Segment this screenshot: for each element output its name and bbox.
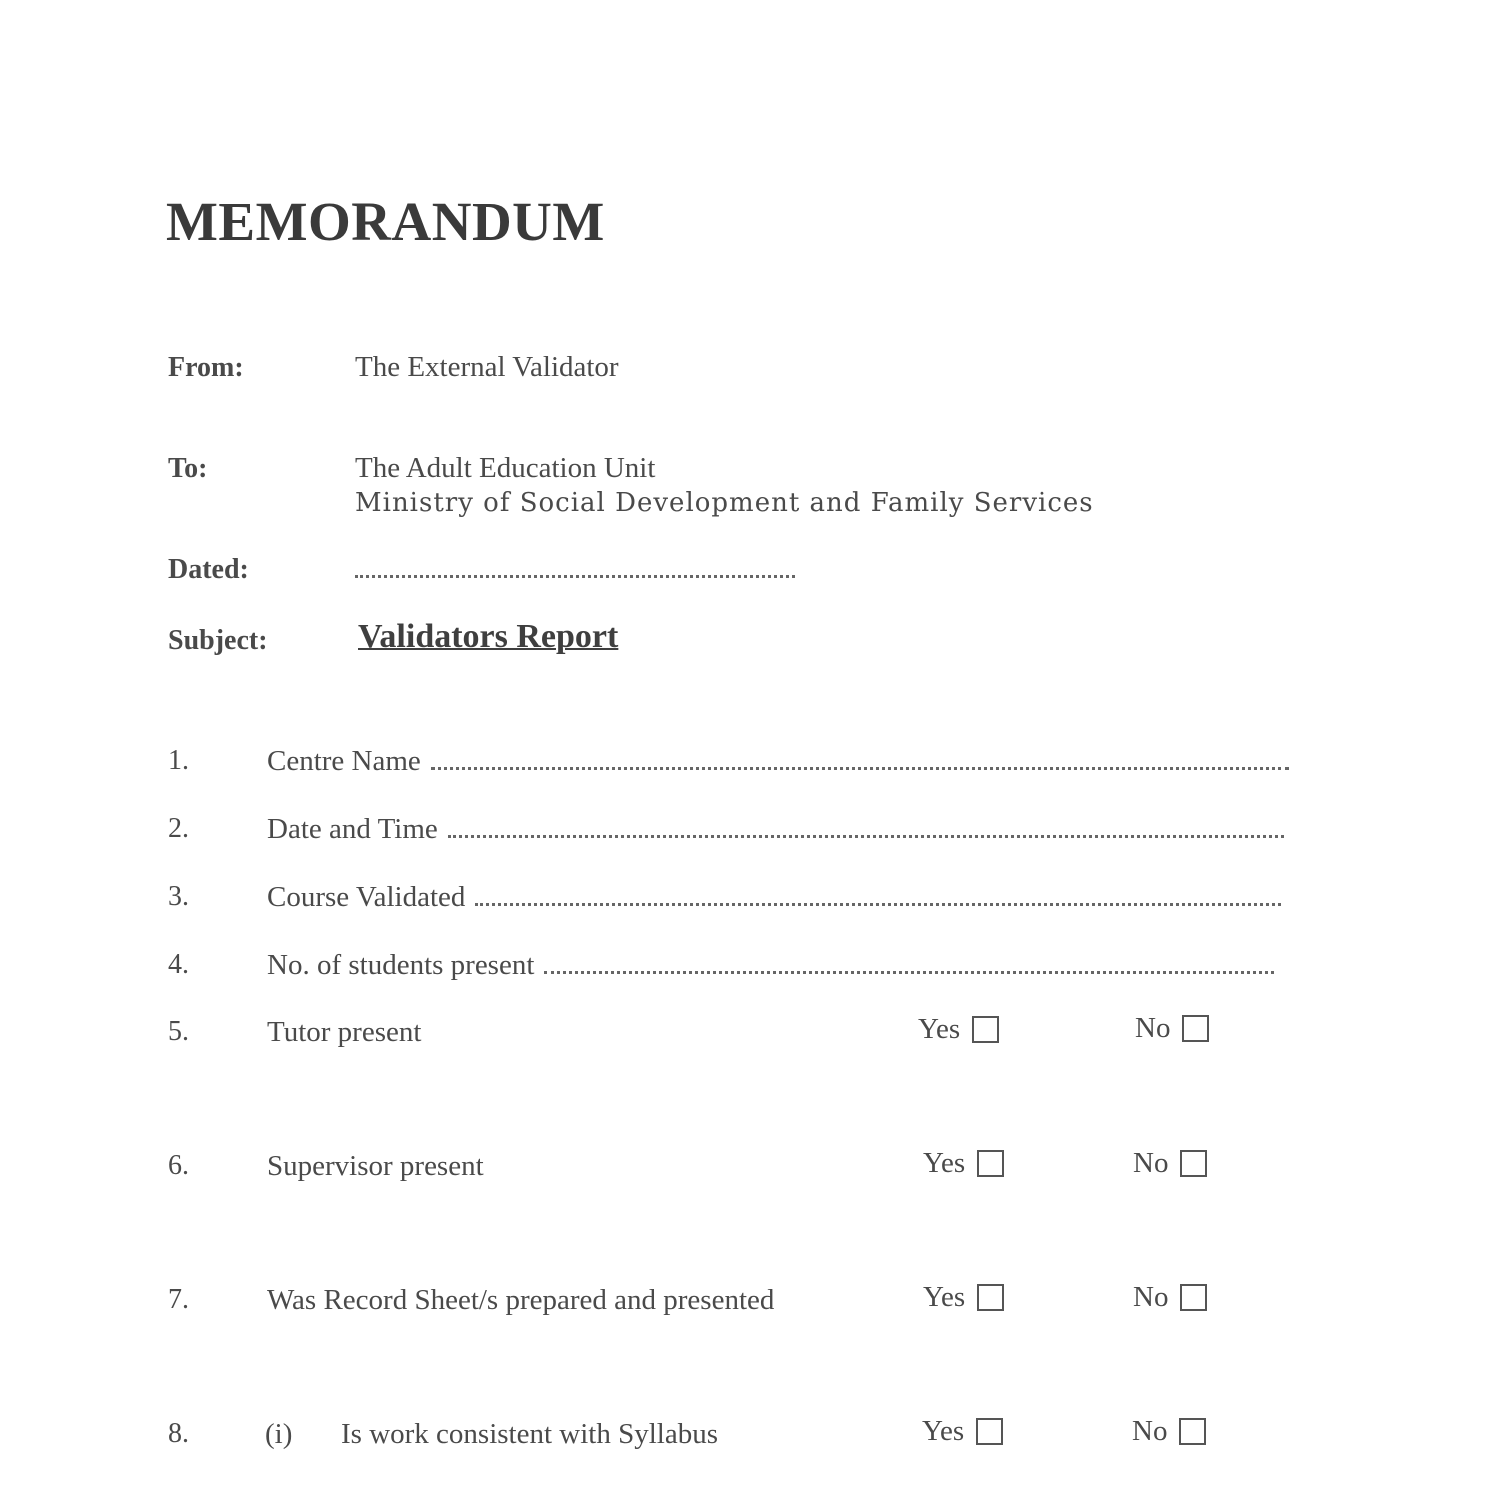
item-tutor-present	[0, 1012, 1500, 1066]
item-label: Date and Time	[267, 813, 438, 845]
item-label: Course Validated	[267, 881, 466, 913]
syllabus-no-option	[1132, 1415, 1206, 1448]
students-present-blank-line[interactable]	[544, 965, 1274, 974]
yes-label: Yes	[923, 1147, 966, 1179]
item-label: Tutor present	[267, 1016, 422, 1048]
fill-row	[267, 745, 1289, 778]
item-number: 6.	[168, 1150, 189, 1181]
dated-blank-line[interactable]	[355, 567, 795, 578]
record-sheets-no-option	[1133, 1281, 1207, 1314]
item-centre-name	[0, 745, 1500, 795]
yes-label: Yes	[922, 1415, 965, 1447]
item-number: 2.	[168, 813, 189, 844]
item-number: 7.	[168, 1284, 189, 1315]
item-label: Centre Name	[267, 745, 421, 777]
syllabus-no-checkbox[interactable]	[1179, 1418, 1206, 1445]
subject-value: Validators Report	[358, 618, 619, 655]
yes-label: Yes	[918, 1013, 961, 1045]
supervisor-no-option	[1133, 1147, 1207, 1180]
from-label: From:	[168, 352, 244, 383]
tutor-no-checkbox[interactable]	[1182, 1015, 1209, 1042]
sub-item-number: (i)	[265, 1418, 293, 1450]
item-label: Was Record Sheet/s prepared and presented	[267, 1284, 775, 1316]
to-label: To:	[168, 453, 208, 484]
no-label: No	[1133, 1281, 1169, 1313]
item-supervisor-present	[0, 1147, 1500, 1200]
from-value: The External Validator	[355, 351, 619, 383]
item-number: 8.	[168, 1418, 189, 1449]
dated-label: Dated:	[168, 554, 249, 585]
yes-label: Yes	[923, 1281, 966, 1313]
item-label: Supervisor present	[267, 1150, 484, 1182]
item-date-and-time	[0, 813, 1500, 863]
fill-row	[267, 813, 1284, 846]
to-line-2: Ministry of Social Development and Family Services	[355, 488, 1094, 518]
subject-label: Subject:	[168, 625, 268, 656]
tutor-no-option	[1135, 1012, 1209, 1045]
no-label: No	[1132, 1415, 1168, 1447]
item-course-validated	[0, 881, 1500, 931]
item-label: Is work consistent with Syllabus	[341, 1418, 718, 1450]
supervisor-yes-checkbox[interactable]	[977, 1150, 1004, 1177]
item-syllabus-consistency	[0, 1415, 1500, 1468]
fill-row	[267, 881, 1281, 914]
item-number: 4.	[168, 949, 189, 980]
item-number: 5.	[168, 1016, 189, 1047]
syllabus-yes-option	[922, 1415, 1003, 1448]
course-validated-blank-line[interactable]	[475, 897, 1281, 906]
item-students-present	[0, 949, 1500, 999]
tutor-yes-option	[918, 1013, 999, 1046]
item-number: 3.	[168, 881, 189, 912]
no-label: No	[1133, 1147, 1169, 1179]
memo-title: MEMORANDUM	[166, 191, 605, 252]
fill-row	[267, 949, 1274, 982]
to-line-1: The Adult Education Unit	[355, 452, 656, 484]
supervisor-no-checkbox[interactable]	[1180, 1150, 1207, 1177]
centre-name-blank-line[interactable]	[431, 761, 1289, 770]
record-sheets-yes-checkbox[interactable]	[977, 1284, 1004, 1311]
tutor-yes-checkbox[interactable]	[972, 1016, 999, 1043]
record-sheets-no-checkbox[interactable]	[1180, 1284, 1207, 1311]
syllabus-yes-checkbox[interactable]	[976, 1418, 1003, 1445]
item-number: 1.	[168, 745, 189, 776]
item-record-sheets	[0, 1281, 1500, 1334]
item-label: No. of students present	[267, 949, 535, 981]
record-sheets-yes-option	[923, 1281, 1004, 1314]
date-and-time-blank-line[interactable]	[448, 829, 1284, 838]
no-label: No	[1135, 1012, 1171, 1044]
supervisor-yes-option	[923, 1147, 1004, 1180]
